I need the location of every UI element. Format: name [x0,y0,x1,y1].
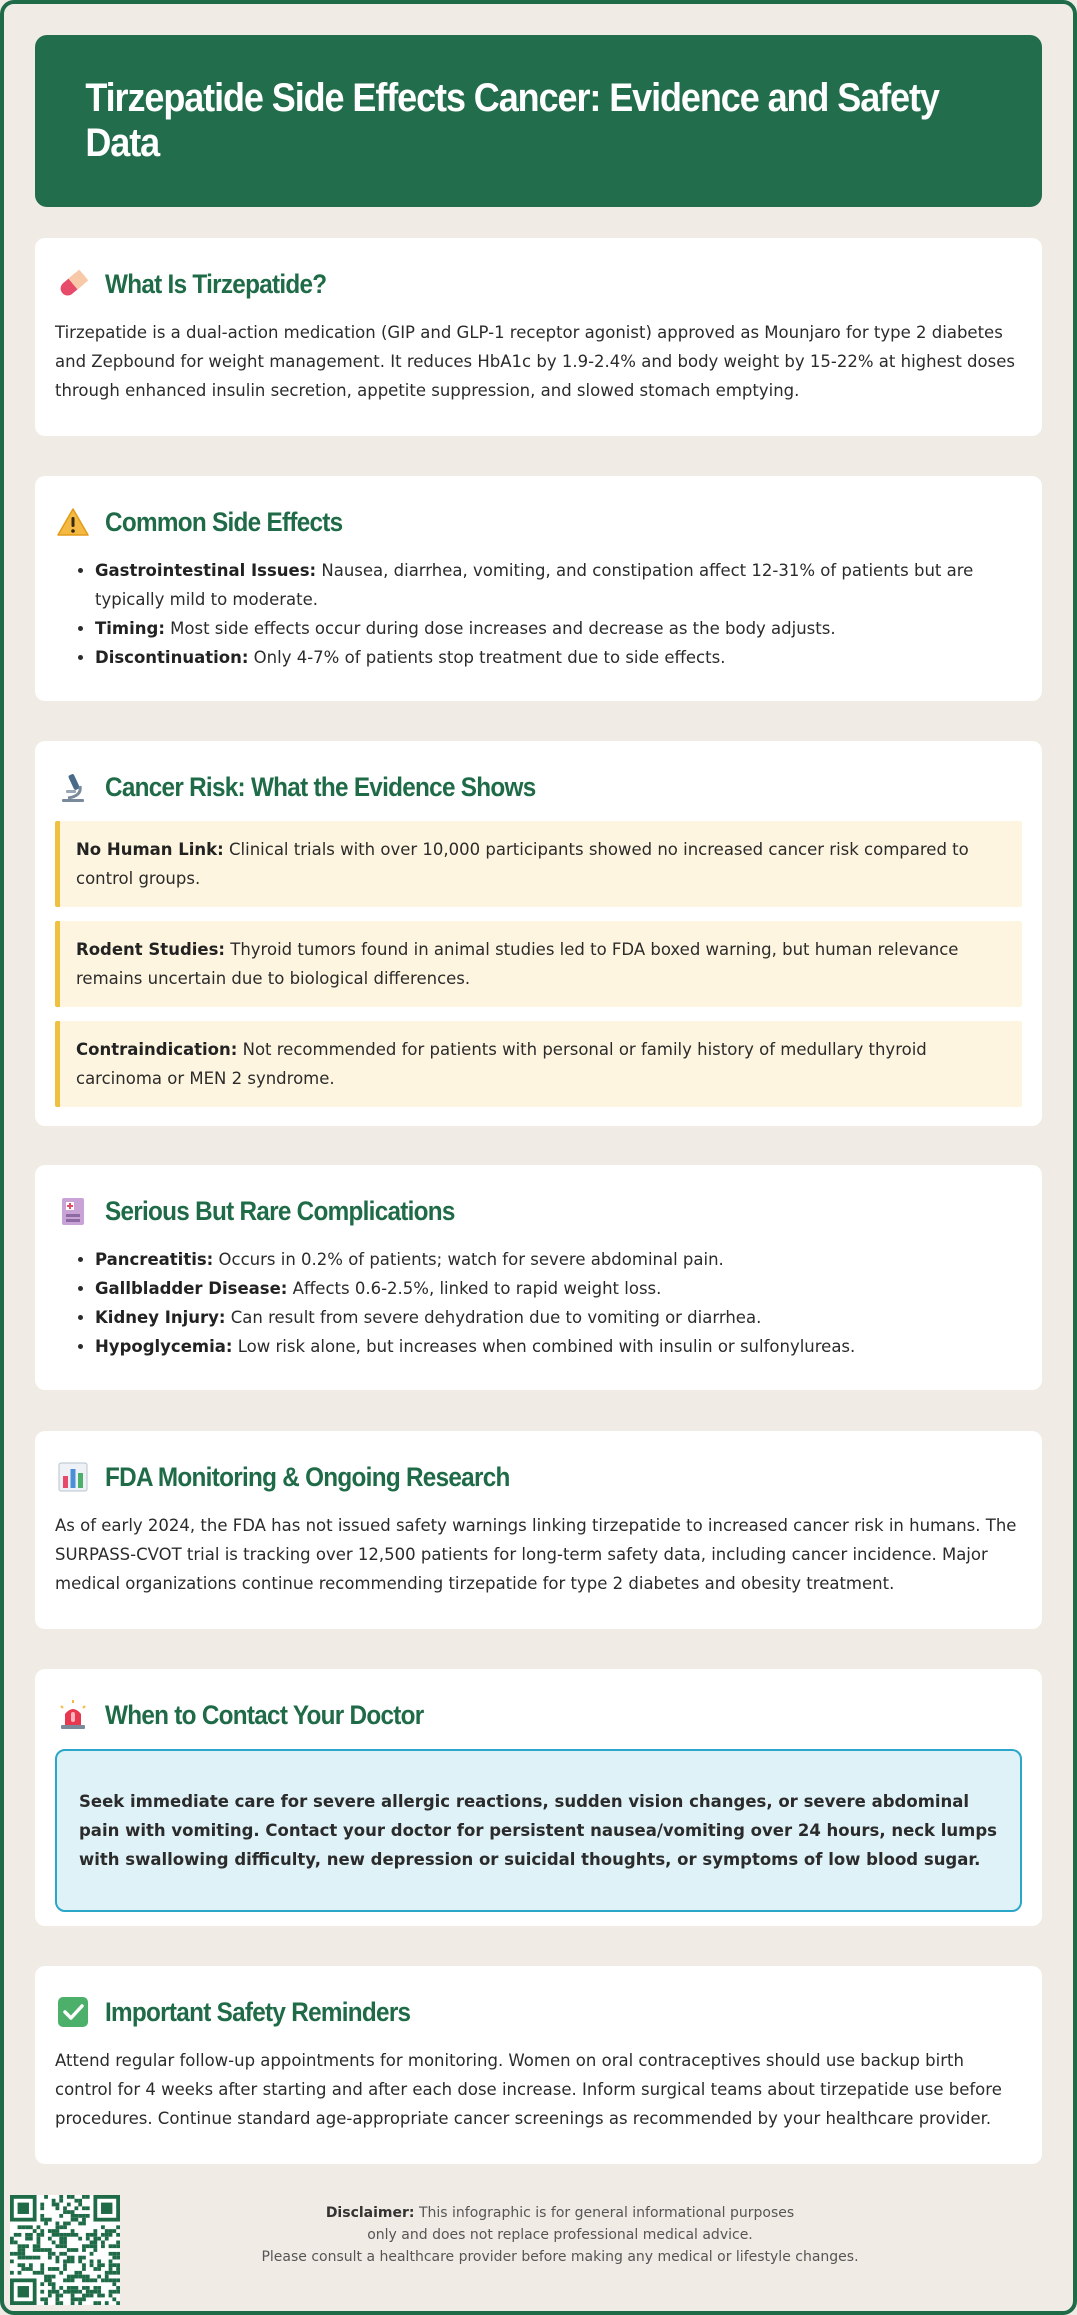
siren-icon [55,1697,91,1733]
item-text: Only 4-7% of patients stop treatment due to side effects. [248,648,726,667]
section-heading: Common Side Effects [105,506,343,537]
page-header [35,35,1042,207]
item-label: Pancreatitis: [95,1250,214,1269]
card-title [55,1990,1022,2034]
section-text: Tirzepatide is a dual-action medication (GIP and GLP-1 receptor agonist) approved as Mounjaro for type 2 diabetes and Zepbound for weight management. It reduces HbA1c by 1.9-2.4% and body weight by 15-22% at highest doses through enhanced insulin secretion, appetite suppression, and slowed stomach emptying. [55,323,1015,400]
side-effects-list [55,556,1022,672]
item-text: Low risk alone, but increases when combined with insulin or sulfonylureas. [232,1337,856,1356]
card-title [55,1455,1022,1499]
urgent-care-alert: Seek immediate care for severe allergic reactions, sudden vision changes, or severe abdominal pain with vomiting. Contact your doctor for persistent nausea/vomiting over 24 hours, neck lumps with swallowing difficulty, new depression or suicidal thoughts, or symptoms of low blood sugar. [55,1749,1022,1912]
list-item [95,1303,1022,1332]
qr-code-icon[interactable] [10,2195,120,2305]
card-fda-monitoring [35,1431,1042,1629]
item-label: Kidney Injury: [95,1308,226,1327]
item-label: Gallbladder Disease: [95,1279,288,1298]
card-title [55,1189,1022,1233]
box-text: Not recommended for patients with personal or family history of medullary thyroid carcinoma or MEN 2 syndrome. [76,1040,927,1088]
card-what-is [35,238,1042,436]
item-label: Gastrointestinal Issues: [95,561,317,580]
item-text: Occurs in 0.2% of patients; watch for severe abdominal pain. [213,1250,724,1269]
box-text: Clinical trials with over 10,000 participants showed no increased cancer risk compared to control groups. [76,840,969,888]
footer [0,2190,1077,2310]
section-text: Attend regular follow-up appointments for monitoring. Women on oral contraceptives should use backup birth control for 4 weeks after starting and after each dose increase. Inform surgical teams about tirzepatide use before procedures. Continue standard age-appropriate cancer screenings as recommended by your healthcare provider. [55,2051,1002,2128]
disclaimer-line: This infographic is for general informational purposes [414,2205,795,2221]
evidence-box [55,921,1022,1007]
item-text: Most side effects occur during dose increases and decrease as the body adjusts. [164,619,836,638]
card-title [55,500,1022,544]
card-contact-doctor [35,1669,1042,1926]
section-heading: When to Contact Your Doctor [105,1699,424,1730]
microscope-icon [55,769,91,805]
page-title: Tirzepatide Side Effects Cancer: Evidence and Safety Data [85,76,939,165]
list-item [95,614,1022,643]
card-serious-complications [35,1165,1042,1390]
list-item [95,1332,1022,1361]
box-label: Rodent Studies: [76,940,226,959]
card-title [55,765,1022,809]
item-label: Hypoglycemia: [95,1337,233,1356]
pill-icon [55,266,91,302]
disclaimer-label: Disclaimer: [325,2205,415,2221]
warning-icon [55,504,91,540]
disclaimer-line: only and does not replace professional medical advice. [367,2227,753,2243]
section-heading: Cancer Risk: What the Evidence Shows [105,771,536,802]
complications-list [55,1245,1022,1361]
section-heading: What Is Tirzepatide? [105,268,327,299]
list-item [95,1245,1022,1274]
disclaimer-line: Please consult a healthcare provider before making any medical or lifestyle changes. [261,2249,859,2265]
check-icon [55,1994,91,2030]
bar-chart-icon [55,1459,91,1495]
box-label: Contraindication: [76,1040,238,1059]
section-heading: Serious But Rare Complications [105,1195,455,1226]
list-item [95,643,1022,672]
hospital-icon [55,1193,91,1229]
item-text: Affects 0.6-2.5%, linked to rapid weight loss. [287,1279,662,1298]
item-text: Can result from severe dehydration due to vomiting or diarrhea. [225,1308,762,1327]
section-heading: FDA Monitoring & Ongoing Research [105,1461,510,1492]
item-text: Nausea, diarrhea, vomiting, and constipation affect 12-31% of patients but are typically mild to moderate. [95,561,974,609]
card-title [55,262,1022,306]
card-title [55,1693,1022,1737]
list-item [95,556,1022,614]
section-heading: Important Safety Reminders [105,1996,411,2027]
card-safety-reminders [35,1966,1042,2164]
evidence-box [55,1021,1022,1107]
disclaimer [180,2202,940,2268]
card-common-side-effects [35,476,1042,701]
evidence-box [55,821,1022,907]
list-item [95,1274,1022,1303]
card-cancer-risk [35,741,1042,1126]
item-label: Timing: [95,619,165,638]
box-text: Thyroid tumors found in animal studies led to FDA boxed warning, but human relevance remains uncertain due to biological differences. [76,940,959,988]
item-label: Discontinuation: [95,648,249,667]
box-label: No Human Link: [76,840,224,859]
section-text: As of early 2024, the FDA has not issued safety warnings linking tirzepatide to increased cancer risk in humans. The SURPASS-CVOT trial is tracking over 12,500 patients for long-term safety data, including cancer incidence. Major medical organizations continue recommending tirzepatide for type 2 diabetes and obesity treatment. [55,1516,1017,1593]
